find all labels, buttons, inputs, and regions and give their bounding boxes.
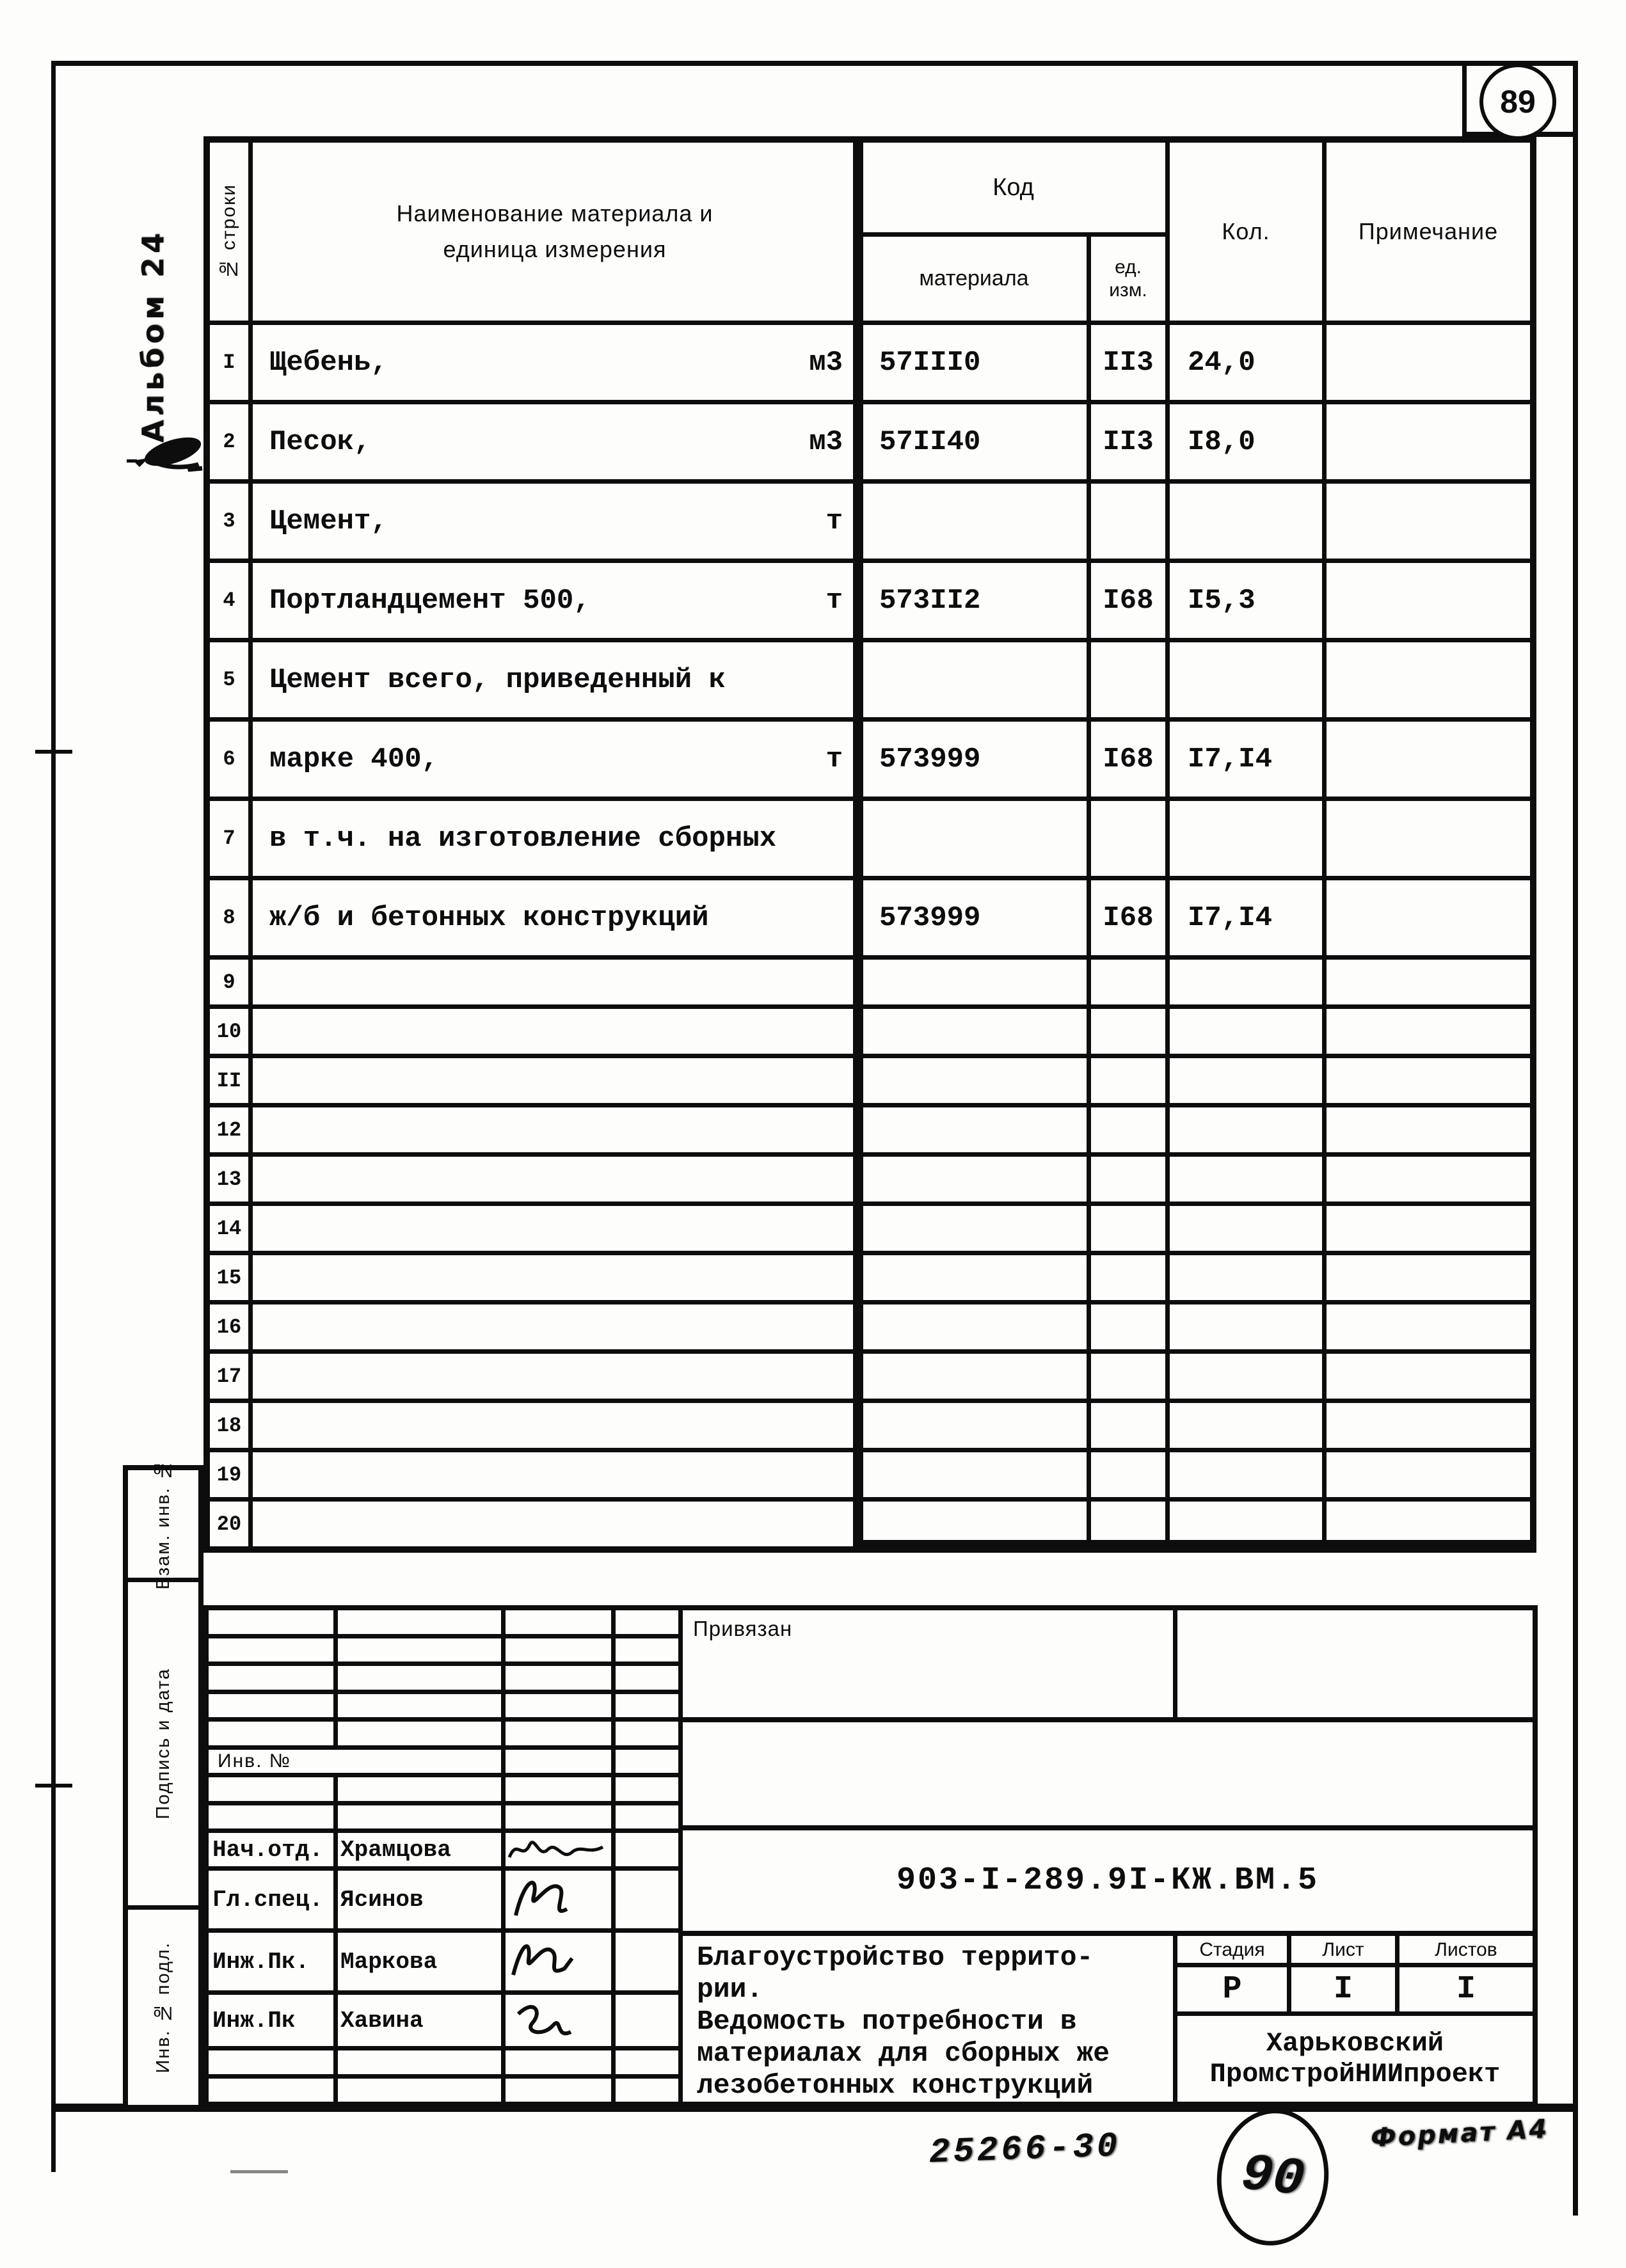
project-title-line: Ведомость потребности в (697, 2006, 1077, 2037)
quantity-value (1170, 960, 1322, 1004)
signature-role: Гл.спец. (209, 1871, 333, 1928)
unit-code (1091, 1354, 1165, 1399)
material-code: 573999 (861, 880, 1087, 955)
material-code: 57II40 (861, 404, 1087, 479)
page-number-box-left (1462, 61, 1467, 136)
sheets-value: I (1456, 1971, 1476, 2008)
material-name-cell (253, 1502, 857, 1546)
row-number: 7 (210, 801, 248, 876)
note-cell (1327, 880, 1530, 955)
material-code (861, 484, 1087, 559)
signature-cell (506, 1871, 611, 1928)
signature-cell (506, 1933, 611, 1990)
quantity-value: I7,I4 (1170, 880, 1322, 955)
signature-squiggle (506, 1933, 582, 1990)
project-title-line: рии. (697, 1974, 763, 2005)
row-number: 2 (210, 404, 248, 479)
quantity-value (1170, 1157, 1322, 1201)
material-name-cell (253, 325, 857, 400)
material-name: Портландцемент 500, (269, 584, 591, 617)
material-code: 573II2 (861, 563, 1087, 638)
material-code (861, 1058, 1087, 1103)
material-code (861, 1255, 1087, 1300)
quantity-value (1170, 642, 1322, 717)
unit-code (1091, 1009, 1165, 1054)
unit-code (1091, 1255, 1165, 1300)
note-cell (1327, 1403, 1530, 1448)
inv-number-label: Инв. № (209, 1750, 501, 1773)
handwritten-sheet-number: 90 (1238, 2144, 1307, 2210)
quantity-value (1170, 1354, 1322, 1399)
material-code (861, 1107, 1087, 1152)
material-name-cell (253, 1255, 857, 1300)
signature-role: Инж.Пк. (209, 1933, 333, 1990)
unit-code: I68 (1091, 880, 1165, 955)
material-name-cell (253, 1403, 857, 1448)
quantity-value (1170, 1452, 1322, 1497)
podpis-data-label: Подпись и дата (152, 1668, 173, 1820)
signature-name: Хавина (338, 1995, 501, 2046)
row-number: 6 (210, 722, 248, 797)
row-number: I (210, 325, 248, 400)
material-name: Цемент, (269, 505, 388, 537)
note-cell (1327, 1354, 1530, 1399)
vzam-inv-label: Взам. инв. № (152, 1458, 173, 1590)
quantity-value: I5,3 (1170, 563, 1322, 638)
note-cell (1327, 1452, 1530, 1497)
note-cell (1327, 1107, 1530, 1152)
quantity-header-label: Кол. (1222, 218, 1270, 244)
quantity-value: 24,0 (1170, 325, 1322, 400)
signature-name: Ясинов (338, 1871, 501, 1928)
row-number: II (210, 1058, 248, 1103)
project-title (697, 1942, 1164, 2102)
row-number: 4 (210, 563, 248, 638)
unit-code: II3 (1091, 404, 1165, 479)
divider (683, 1931, 1533, 1936)
row-number: 15 (210, 1255, 248, 1300)
note-cell (1327, 642, 1530, 717)
divider (1177, 1963, 1533, 1967)
material-code (861, 642, 1087, 717)
signature-name: Маркова (338, 1933, 501, 1990)
quantity-value (1170, 1255, 1322, 1300)
col-header-code-group (861, 143, 1165, 321)
note-cell (1327, 1304, 1530, 1349)
unit-code (1091, 960, 1165, 1004)
signature-role: Нач.отд. (209, 1833, 333, 1866)
row-number: 5 (210, 642, 248, 717)
material-code (861, 1009, 1087, 1054)
signature-name: Храмцова (338, 1833, 501, 1866)
unit-code: I68 (1091, 563, 1165, 638)
unit-code (1091, 1206, 1165, 1251)
handwritten-archive-code: 25266-30 (929, 2127, 1122, 2173)
code-header: Код (861, 143, 1165, 232)
unit-code (1091, 1403, 1165, 1448)
frame-right-line (1573, 61, 1578, 2216)
unit-code (1091, 1452, 1165, 1497)
material-name: Цемент всего, приведенный к (269, 663, 726, 696)
note-cell (1327, 563, 1530, 638)
material-name-cell (253, 1009, 857, 1054)
code-unit-line2: изм. (1109, 279, 1147, 301)
divider (1287, 1936, 1291, 2011)
material-name-cell (253, 484, 857, 559)
row-number: 19 (210, 1452, 248, 1497)
title-block-right (683, 1610, 1533, 2102)
material-name-cell (253, 404, 857, 479)
note-cell (1327, 1157, 1530, 1201)
frame-left-line (51, 61, 56, 2172)
signature-cell (506, 1995, 611, 2046)
note-cell (1327, 1058, 1530, 1103)
material-code (861, 1157, 1087, 1201)
quantity-value (1170, 1304, 1322, 1349)
project-title-line: материалах для сборных же (697, 2038, 1110, 2069)
material-name-cell (253, 722, 857, 797)
page-number: 89 (1500, 84, 1536, 120)
stage-value: Р (1222, 1971, 1242, 2008)
material-code (861, 1206, 1087, 1251)
material-unit: т (825, 743, 843, 775)
quantity-value (1170, 1206, 1322, 1251)
document-number: 903-I-289.9I-КЖ.ВМ.5 (896, 1862, 1319, 1899)
row-number: 20 (210, 1502, 248, 1546)
signature-squiggle (506, 1995, 582, 2046)
stage-header: Стадия (1199, 1939, 1265, 1960)
code-unit-line1: ед. (1115, 256, 1142, 278)
material-code: 573999 (861, 722, 1087, 797)
material-unit: м3 (809, 425, 843, 458)
organization-name (1177, 2016, 1533, 2102)
unit-code (1091, 1058, 1165, 1103)
quantity-value: I7,I4 (1170, 722, 1322, 797)
material-header-line1: Наименование материала и (396, 200, 713, 226)
unit-code (1091, 1107, 1165, 1152)
quantity-value (1170, 1009, 1322, 1054)
note-header-label: Примечание (1358, 218, 1499, 244)
code-material-subheader: материала (861, 237, 1087, 321)
material-code: 57III0 (861, 325, 1087, 400)
material-code (861, 960, 1087, 1004)
quantity-value: I8,0 (1170, 404, 1322, 479)
scan-noise (230, 2170, 288, 2173)
margin-label-strip (123, 1458, 203, 2110)
privyazan-label: Привязан (693, 1617, 793, 1640)
row-number: 17 (210, 1354, 248, 1399)
material-name: Щебень, (269, 346, 388, 379)
title-block (203, 1605, 1538, 2110)
note-cell (1327, 960, 1530, 1004)
divider (683, 1717, 1533, 1722)
title-block-left-grid (209, 1610, 678, 2102)
divider (1173, 1610, 1177, 1717)
note-cell (1327, 484, 1530, 559)
note-cell (1327, 325, 1530, 400)
inv-podl-cell (128, 1910, 198, 2105)
note-cell (1327, 1009, 1530, 1054)
material-name-cell (253, 1206, 857, 1251)
row-number: 13 (210, 1157, 248, 1201)
material-code (861, 1304, 1087, 1349)
material-code (861, 1403, 1087, 1448)
quantity-value (1170, 801, 1322, 876)
note-cell (1327, 1206, 1530, 1251)
signature-role: Инж.Пк (209, 1995, 333, 2046)
col-header-row-number (210, 143, 248, 321)
project-title-line: лезобетонных конструкций (697, 2070, 1094, 2101)
material-unit: т (825, 584, 843, 617)
material-code (861, 1354, 1087, 1399)
divider (1173, 1936, 1177, 2102)
signature-squiggle (506, 1871, 582, 1928)
material-name-cell (253, 1354, 857, 1399)
col-header-material-name (253, 143, 857, 321)
row-number: 18 (210, 1403, 248, 1448)
material-unit: т (825, 505, 843, 537)
material-name-cell (253, 960, 857, 1004)
handwritten-sheet-circle (1210, 2103, 1335, 2251)
material-unit: м3 (809, 346, 843, 379)
album-stamp: Альбом 24 (136, 229, 170, 443)
fold-tick (35, 1784, 72, 1788)
material-name-cell (253, 880, 857, 955)
page-number-badge (1479, 63, 1556, 140)
inv-podl-label: Инв. № подл. (152, 1941, 173, 2074)
row-number: 16 (210, 1304, 248, 1349)
col-header-quantity (1170, 143, 1322, 321)
material-name: марке 400, (269, 743, 439, 775)
unit-code (1091, 1304, 1165, 1349)
sheet-header: Лист (1322, 1939, 1364, 1960)
code-unit-subheader (1091, 237, 1165, 321)
quantity-value (1170, 1107, 1322, 1152)
vzam-inv-cell (128, 1458, 198, 1590)
material-name-cell (253, 1452, 857, 1497)
divider (1395, 1936, 1399, 2011)
material-name-cell (253, 642, 857, 717)
sheets-header: Листов (1435, 1939, 1497, 1960)
organization-line1: Харьковский (1266, 2028, 1444, 2059)
quantity-value (1170, 1403, 1322, 1448)
col-header-note (1327, 143, 1530, 321)
divider (1177, 2011, 1533, 2016)
note-cell (1327, 404, 1530, 479)
unit-code (1091, 801, 1165, 876)
material-name-cell (253, 1304, 857, 1349)
ink-blot-arrow (127, 427, 216, 504)
row-number: 12 (210, 1107, 248, 1152)
material-name: в т.ч. на изготовление сборных (269, 822, 777, 855)
material-name-cell (253, 563, 857, 638)
row-number: 3 (210, 484, 248, 559)
unit-code: II3 (1091, 325, 1165, 400)
unit-code (1091, 484, 1165, 559)
format-note: Формат А4 (1369, 2114, 1550, 2153)
material-name: Песок, (269, 425, 371, 458)
organization-line2: ПромстройНИИпроект (1209, 2059, 1501, 2090)
note-cell (1327, 722, 1530, 797)
signature-cell (506, 1833, 611, 1866)
row-number: 9 (210, 960, 248, 1004)
fold-tick (35, 750, 72, 754)
heavy-border-code-block-left (853, 136, 863, 1553)
material-name-cell (253, 1157, 857, 1201)
row-number: 8 (210, 880, 248, 955)
material-code (861, 801, 1087, 876)
unit-code (1091, 642, 1165, 717)
row-number: 14 (210, 1206, 248, 1251)
project-title-line: Благоустройство террито- (697, 1942, 1094, 1973)
material-name-cell (253, 1058, 857, 1103)
quantity-value (1170, 484, 1322, 559)
sheet-value: I (1333, 1971, 1353, 2008)
material-code (861, 1452, 1087, 1497)
heavy-border-code-block-bottom (853, 1540, 1536, 1553)
row-number-header-label: № строки (218, 184, 239, 280)
material-name-cell (253, 801, 857, 876)
material-name-cell (253, 1107, 857, 1152)
material-name: ж/б и бетонных конструкций (269, 901, 709, 934)
materials-table (203, 136, 1536, 1553)
note-cell (1327, 1255, 1530, 1300)
quantity-value (1170, 1058, 1322, 1103)
row-number: 10 (210, 1009, 248, 1054)
signature-squiggle (506, 1833, 608, 1866)
unit-code: I68 (1091, 722, 1165, 797)
frame-top-line (51, 61, 1578, 66)
note-cell (1327, 801, 1530, 876)
unit-code (1091, 1157, 1165, 1201)
podpis-data-cell (128, 1582, 198, 1905)
material-header-line2: единица измерения (443, 236, 667, 262)
